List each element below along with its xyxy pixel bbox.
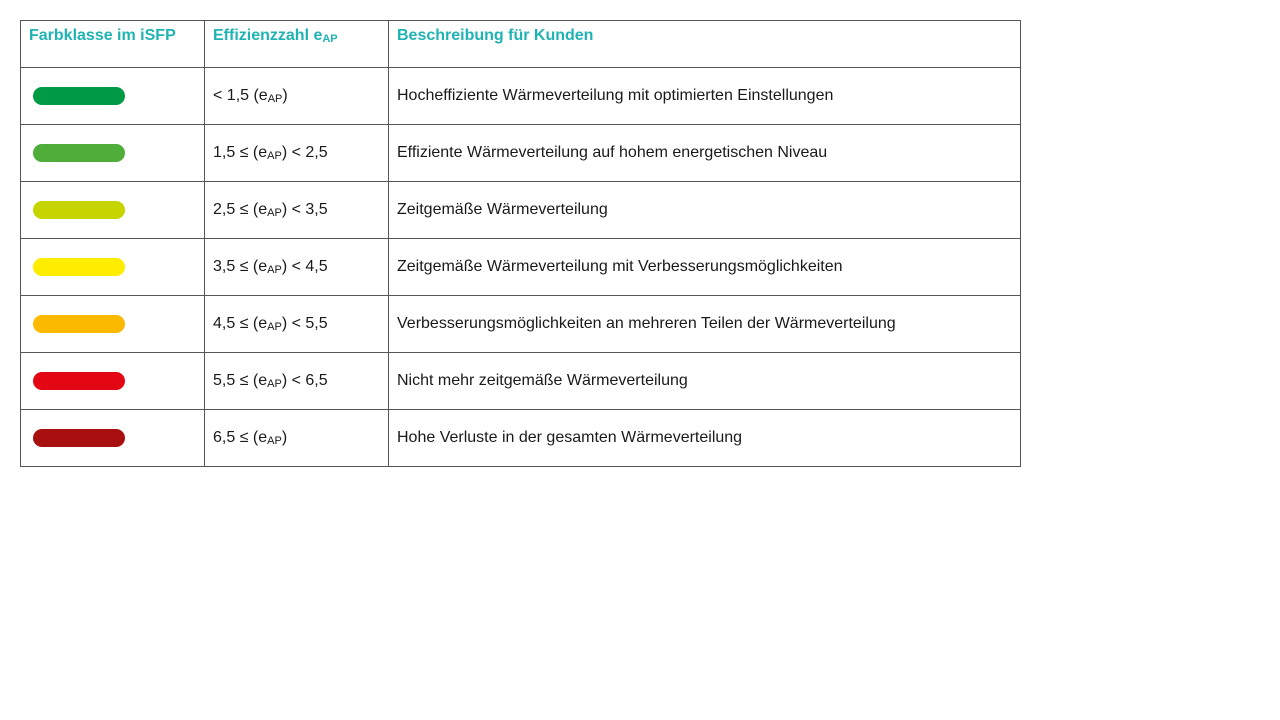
range-post: ) < 5,5 xyxy=(281,315,328,332)
color-class-pill xyxy=(33,87,125,105)
table-row xyxy=(21,410,1021,467)
description-cell: Zeitgemäße Wärmeverteilung mit Verbesserungsmöglichkeiten xyxy=(389,239,1021,296)
range-pre: < 1,5 (e xyxy=(213,87,268,104)
table-row xyxy=(21,353,1021,410)
description-cell: Verbesserungsmöglichkeiten an mehreren Teilen der Wärmeverteilung xyxy=(389,296,1021,353)
range-pre: 3,5 ≤ (e xyxy=(213,258,268,275)
table-row xyxy=(21,68,1021,125)
description-cell: Zeitgemäße Wärmeverteilung xyxy=(389,182,1021,239)
header-efficiency-number xyxy=(205,21,389,68)
range-post: ) < 6,5 xyxy=(281,372,328,389)
color-class-pill xyxy=(33,315,125,333)
range-pre: 4,5 ≤ (e xyxy=(213,315,268,332)
color-cell xyxy=(21,410,205,467)
table-row xyxy=(21,239,1021,296)
range-sub: AP xyxy=(267,264,282,276)
range-post: ) xyxy=(282,87,288,104)
table-header-row xyxy=(21,21,1021,68)
color-cell xyxy=(21,182,205,239)
range-sub: AP xyxy=(267,435,282,447)
header-color-class: Farbklasse im iSFP xyxy=(21,21,205,68)
header-efficiency-main: Effizienzzahl e xyxy=(213,27,323,44)
range-sub: AP xyxy=(267,378,282,390)
description-cell: Nicht mehr zeitgemäße Wärmeverteilung xyxy=(389,353,1021,410)
efficiency-class-table xyxy=(20,20,1021,467)
range-cell xyxy=(205,125,389,182)
range-cell xyxy=(205,182,389,239)
range-post: ) xyxy=(281,429,288,446)
range-sub: AP xyxy=(267,93,283,105)
color-cell xyxy=(21,296,205,353)
color-class-pill xyxy=(33,201,125,219)
range-cell xyxy=(205,68,389,125)
range-pre: 1,5 ≤ (e xyxy=(213,144,268,161)
range-post: ) < 2,5 xyxy=(281,144,328,161)
description-cell: Hohe Verluste in der gesamten Wärmeverteilung xyxy=(389,410,1021,467)
range-pre: 2,5 ≤ (e xyxy=(213,201,268,218)
color-cell xyxy=(21,125,205,182)
description-cell: Effiziente Wärmeverteilung auf hohem energetischen Niveau xyxy=(389,125,1021,182)
color-class-pill xyxy=(33,429,125,447)
range-cell xyxy=(205,410,389,467)
range-pre: 5,5 ≤ (e xyxy=(213,372,268,389)
color-class-pill xyxy=(33,144,125,162)
header-description: Beschreibung für Kunden xyxy=(389,21,1021,68)
range-post: ) < 4,5 xyxy=(281,258,328,275)
range-cell xyxy=(205,296,389,353)
table-row xyxy=(21,182,1021,239)
range-sub: AP xyxy=(267,321,282,333)
range-sub: AP xyxy=(267,150,282,162)
color-class-pill xyxy=(33,258,125,276)
range-cell xyxy=(205,239,389,296)
table-row xyxy=(21,125,1021,182)
range-post: ) < 3,5 xyxy=(281,201,328,218)
color-cell xyxy=(21,68,205,125)
range-pre: 6,5 ≤ (e xyxy=(213,429,268,446)
range-sub: AP xyxy=(267,207,282,219)
header-efficiency-sub: AP xyxy=(322,33,338,45)
color-cell xyxy=(21,353,205,410)
color-cell xyxy=(21,239,205,296)
color-class-pill xyxy=(33,372,125,390)
range-cell xyxy=(205,353,389,410)
description-cell: Hocheffiziente Wärmeverteilung mit optimierten Einstellungen xyxy=(389,68,1021,125)
table-row xyxy=(21,296,1021,353)
